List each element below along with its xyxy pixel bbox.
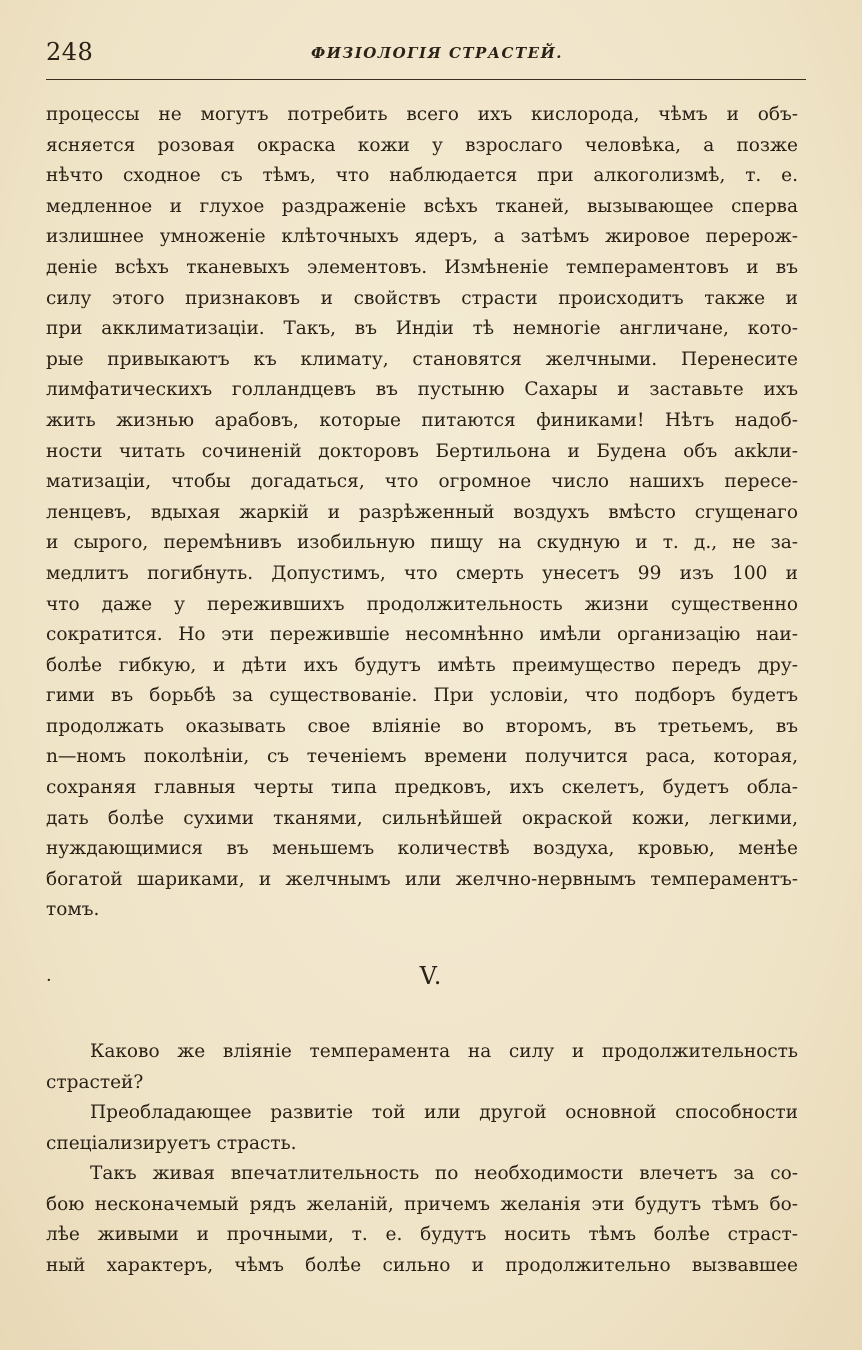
text-line: страстей? xyxy=(46,1071,144,1093)
text-line: ясняется розовая окраска кожи у взрослаго человѣка, а позже xyxy=(46,134,798,156)
text-line: ности читать сочиненiй докторовъ Бертильона и Будена объ акkли- xyxy=(46,440,798,462)
text-line: сократится. Но эти пережившiе несомнѣнно имѣли организацiю наи- xyxy=(46,624,798,646)
text-line: жить жизнью арабовъ, которые питаются финиками! Нѣтъ надоб- xyxy=(46,409,798,431)
text-line: медленное и глухое раздраженiе всѣхъ тканей, вызывающее сперва xyxy=(46,195,798,217)
text-line: лѣе живыми и прочными, т. е. будутъ носить тѣмъ болѣе страст- xyxy=(46,1224,798,1246)
text-line: нѣчто сходное съ тѣмъ, что наблюдается при алкоголизмѣ, т. е. xyxy=(46,165,798,187)
text-line: денiе всѣхъ тканевыхъ элементовъ. Измѣненiе темпераментовъ и въ xyxy=(46,256,798,278)
text-line: лимфатическихъ голландцевъ въ пустыню Сахары и заставьте ихъ xyxy=(46,379,798,401)
text-line: нуждающимися въ меньшемъ количествѣ воздуха, кровью, менѣе xyxy=(46,838,798,860)
text-line: гими въ борьбѣ за существованiе. При условiи, что подборъ будетъ xyxy=(46,685,798,707)
text-line: процессы не могутъ потребить всего ихъ кислорода, чѣмъ и объ- xyxy=(46,104,798,125)
paragraph-2 xyxy=(46,1037,798,1098)
section-numeral: V. xyxy=(419,962,443,990)
text-line: силу этого признаковъ и свойствъ страсти происходитъ также и xyxy=(46,287,798,309)
text-line: излишнее умноженiе клѣточныхъ ядеръ, а затѣмъ жировое перерож- xyxy=(46,226,798,248)
text-line: Преобладающее развитiе той или другой основной способности xyxy=(90,1102,798,1123)
text-line: n—номъ поколѣнiи, съ теченiемъ времени получится раса, которая, xyxy=(46,746,798,768)
page-header xyxy=(46,38,806,78)
text-line: болѣе гибкую, и дѣти ихъ будутъ имѣть преимущество передъ дру- xyxy=(46,654,798,676)
text-line: спецiализируетъ страсть. xyxy=(46,1132,297,1154)
header-rule xyxy=(46,79,806,80)
text-line: ленцевъ, вдыхая жаркiй и разрѣженный воздухъ вмѣсто сгущенаго xyxy=(46,501,798,523)
text-line: сохраняя главныя черты типа предковъ, ихъ скелетъ, будетъ обла- xyxy=(46,777,798,799)
text-line: богатой шариками, и желчнымъ или желчно-нервнымъ темпераментъ- xyxy=(46,868,798,890)
running-title: ФИЗIОЛОГIЯ СТРАСТЕЙ. xyxy=(311,44,563,62)
text-line: томъ. xyxy=(46,899,100,921)
text-line: матизацiи, чтобы догадаться, что огромное число нашихъ пересе- xyxy=(46,471,798,493)
text-line: Каково же влiянiе темперамента на силу и продолжительность xyxy=(90,1041,798,1062)
paragraph-4 xyxy=(46,1159,798,1281)
text-line: при акклиматизацiи. Такъ, въ Индiи тѣ немногiе англичане, кото- xyxy=(46,318,798,340)
text-line: рые привыкаютъ къ климату, становятся желчными. Перенесите xyxy=(46,348,798,370)
text-line: дать болѣе сухими тканями, сильнѣйшей окраской кожи, легкими, xyxy=(46,807,798,829)
paragraph-3 xyxy=(46,1098,798,1159)
text-line: бою несконачемый рядъ желанiй, причемъ желанiя эти будутъ тѣмъ бо- xyxy=(46,1193,798,1215)
text-line: что даже у пережившихъ продолжительность жизни существенно xyxy=(46,593,798,615)
page-number: 248 xyxy=(46,38,94,66)
text-line: Такъ живая впечатлительность по необходимости влечетъ за со- xyxy=(90,1163,798,1184)
text-line: и сырого, перемѣнивъ изобильную пищу на скудную и т. д., не за- xyxy=(46,532,798,554)
text-line: ный характеръ, чѣмъ болѣе сильно и продолжительно вызвавшее xyxy=(46,1254,798,1276)
text-line: медлитъ погибнуть. Допустимъ, что смерть унесетъ 99 изъ 100 и xyxy=(46,562,798,584)
text-line: продолжать оказывать свое влiянiе во второмъ, въ третьемъ, въ xyxy=(46,715,798,737)
paragraph-1 xyxy=(46,100,798,926)
section-dot: · xyxy=(46,970,52,991)
